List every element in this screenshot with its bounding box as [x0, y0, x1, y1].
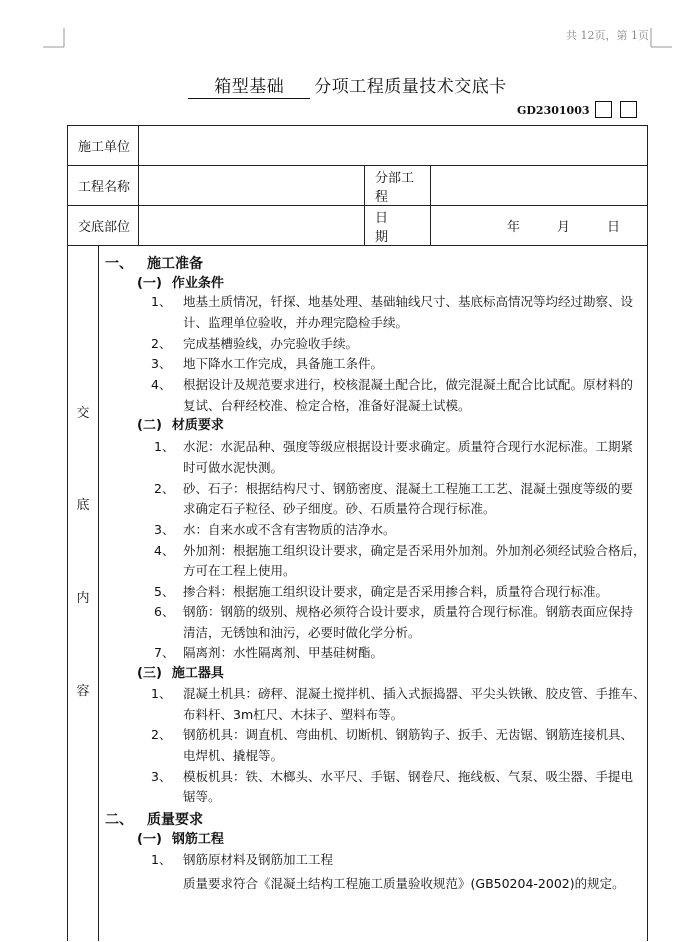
checkbox-2[interactable]	[620, 101, 637, 118]
item-number: 2、	[151, 336, 172, 351]
item-text: 方可在工程上使用。	[183, 563, 296, 578]
item-text: 计、监理单位验收，并办理完隐检手续。	[183, 315, 409, 330]
sub-project-label: 分部工程	[365, 166, 431, 206]
item-number: 3、	[151, 769, 172, 784]
info-row-project-name	[68, 166, 648, 206]
form-code: GD2301003	[517, 104, 590, 117]
checkbox-1[interactable]	[595, 101, 612, 118]
item-text: 外加剂：根据施工组织设计要求，确定是否采用外加剂。外加剂必须经试验合格后，	[183, 543, 646, 558]
item-number: 3、	[151, 356, 172, 371]
date-label-char-2: 期	[375, 229, 389, 245]
construction-unit-label: 施工单位	[68, 126, 139, 166]
subsection-number: (二)	[137, 418, 162, 433]
item-number: 1、	[151, 686, 172, 701]
date-label	[365, 206, 431, 246]
item-text: 锯等。	[183, 789, 221, 804]
item-text: 隔离剂：水性隔离剂、甲基硅树酯。	[183, 645, 384, 660]
item-text: 钢筋机具：调直机、弯曲机、切断机、钢筋钩子、扳手、无齿锯、钢筋连接机具、	[183, 727, 634, 742]
item-text: 布料杆、3m杠尺、木抹子、塑料布等。	[183, 707, 404, 722]
item-number: 2、	[154, 481, 175, 496]
section-title: 施工准备	[147, 256, 203, 272]
section-number: 二、	[105, 812, 133, 828]
subsection-number: (一)	[137, 276, 162, 291]
item-text: 地下降水工作完成，具备施工条件。	[183, 356, 384, 371]
page-count: 共 12页，第 1页	[566, 29, 649, 42]
item-text: 水：自来水或不含有害物质的洁净水。	[183, 522, 396, 537]
side-label-column	[68, 246, 99, 941]
date-month-label: 月	[557, 220, 571, 235]
item-number: 1、	[151, 852, 172, 867]
subsection-title: 材质要求	[171, 418, 224, 433]
item-text: 混凝土机具：磅秤、混凝土搅拌机、插入式振捣器、平尖头铁锹、胶皮管、手推车、	[183, 686, 646, 701]
handover-content-box	[67, 245, 648, 941]
document-title	[0, 72, 695, 99]
date-label-char-1: 日	[375, 210, 389, 226]
section-number: 一、	[105, 256, 133, 272]
subsection-title: 钢筋工程	[171, 832, 224, 847]
project-name-field[interactable]	[139, 166, 365, 206]
section-heading	[105, 810, 203, 830]
side-label-char: 底	[76, 498, 90, 513]
date-day-label: 日	[607, 220, 621, 235]
item-text: 钢筋原材料及钢筋加工工程	[183, 852, 334, 867]
project-name-label: 工程名称	[68, 166, 139, 206]
date-field[interactable]	[431, 206, 648, 246]
subsection-heading	[137, 830, 224, 850]
info-row-construction-unit	[68, 126, 648, 166]
top-left-corner-mark	[43, 28, 65, 48]
subsection-number: (三)	[137, 666, 162, 681]
side-label-char: 内	[76, 591, 90, 606]
item-number: 4、	[151, 377, 172, 392]
item-text: 地基土质情况，钎探、地基处理、基础轴线尺寸、基底标高情况等均经过勘察、设	[183, 294, 634, 309]
item-number: 1、	[154, 439, 175, 454]
item-number: 7、	[154, 645, 175, 660]
handover-part-field[interactable]	[139, 206, 365, 246]
item-text: 求确定石子粒径、砂子细度。砂、石质量符合现行标准。	[183, 501, 496, 516]
item-text: 水泥：水泥品种、强度等级应根据设计要求确定。质量符合现行水泥标准。工期紧	[183, 439, 634, 454]
title-project-type: 箱型基础	[188, 72, 310, 99]
subsection-title: 施工器具	[171, 666, 224, 681]
subsection-number: (一)	[137, 832, 162, 847]
item-text: 时可做水泥快测。	[183, 460, 284, 475]
subsection-heading	[137, 274, 224, 294]
subsection-heading	[137, 416, 224, 436]
item-number: 6、	[154, 604, 175, 619]
item-text: 掺合料：根据施工组织设计要求，确定是否采用掺合料，质量符合现行标准。	[183, 584, 609, 599]
date-year-label: 年	[507, 220, 521, 235]
item-number: 3、	[154, 522, 175, 537]
item-text: 电焊机、撬棍等。	[183, 748, 284, 763]
item-text: 模板机具：铁、木榔头、水平尺、手锯、钢卷尺、拖线板、气泵、吸尘器、手提电	[183, 769, 634, 784]
title-main: 分项工程质量技术交底卡	[314, 77, 507, 97]
side-label-char: 容	[76, 684, 90, 699]
item-number: 1、	[151, 294, 172, 309]
item-text: 清洁，无锈蚀和油污，必要时做化学分析。	[183, 625, 421, 640]
subsection-heading	[137, 664, 224, 684]
sub-project-field[interactable]	[431, 166, 648, 206]
section-title: 质量要求	[147, 812, 203, 828]
item-number: 5、	[154, 584, 175, 599]
item-number: 4、	[154, 543, 175, 558]
quality-note: 质量要求符合《混凝土结构工程施工质量验收规范》(GB50204-2002)的规定。	[183, 876, 625, 891]
top-right-corner-mark	[650, 28, 672, 48]
item-text: 钢筋：钢筋的级别、规格必须符合设计要求，质量符合现行标准。钢筋表面应保持	[183, 604, 634, 619]
handover-part-label: 交底部位	[68, 206, 139, 246]
side-label-char: 交	[76, 406, 90, 421]
item-number: 2、	[151, 727, 172, 742]
construction-unit-field[interactable]	[139, 126, 648, 166]
item-text: 完成基槽验线，办完验收手续。	[183, 336, 359, 351]
item-text: 根据设计及规范要求进行，校核混凝土配合比，做完混凝土配合比试配。原材料的	[183, 377, 634, 392]
item-text: 砂、石子：根据结构尺寸、钢筋密度、混凝土工程施工工艺、混凝土强度等级的要	[183, 481, 634, 496]
subsection-title: 作业条件	[171, 276, 224, 291]
section-heading	[105, 254, 203, 274]
info-table	[67, 125, 648, 246]
item-text: 复试、台秤经校准、检定合格，准备好混凝土试模。	[183, 398, 471, 413]
info-row-handover-part	[68, 206, 648, 246]
